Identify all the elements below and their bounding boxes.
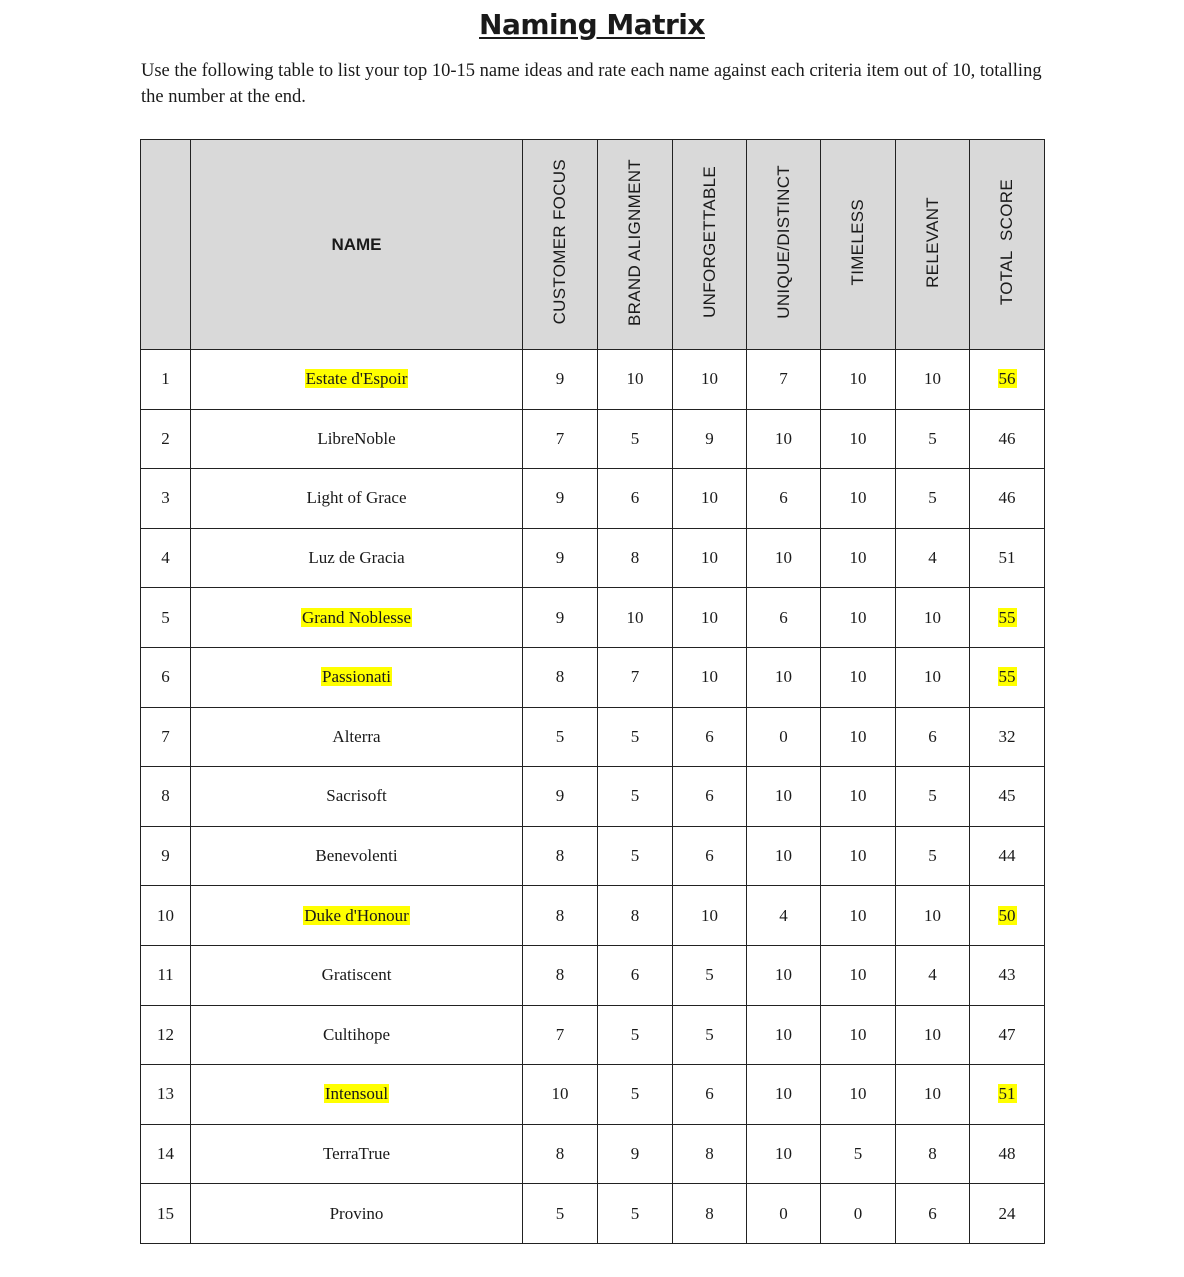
- score-customer-focus: 8: [523, 1124, 598, 1184]
- score-relevant: 5: [896, 469, 970, 529]
- score-unforgettable: 6: [673, 1065, 747, 1125]
- header-brand-alignment: [598, 140, 673, 350]
- score-timeless: 10: [821, 469, 896, 529]
- score-unforgettable: 6: [673, 826, 747, 886]
- score-relevant: 4: [896, 945, 970, 1005]
- name-cell: [191, 826, 523, 886]
- header-name: NAME: [191, 140, 523, 350]
- table-row: [141, 647, 1045, 707]
- total-score-cell: [970, 647, 1045, 707]
- total-score-cell: [970, 409, 1045, 469]
- score-unforgettable: 6: [673, 767, 747, 827]
- total-score-value: 55: [998, 607, 1016, 627]
- score-unforgettable: 10: [673, 886, 747, 946]
- header-unique-distinct-label: UNIQUE/DISTINCT: [773, 165, 793, 319]
- total-score-cell: [970, 528, 1045, 588]
- header-total-score: [970, 140, 1045, 350]
- score-brand-alignment: 5: [598, 1184, 673, 1244]
- score-customer-focus: 9: [523, 767, 598, 827]
- header-customer-focus: [523, 140, 598, 350]
- header-total-score-label: TOTAL SCORE: [997, 178, 1016, 306]
- score-unique-distinct: 10: [747, 1065, 821, 1125]
- table-row: [141, 1124, 1045, 1184]
- score-relevant: 10: [896, 1005, 970, 1065]
- score-timeless: 10: [821, 350, 896, 410]
- score-brand-alignment: 5: [598, 826, 673, 886]
- table-row: [141, 826, 1045, 886]
- name-text: Light of Grace: [306, 488, 407, 508]
- row-number: 7: [141, 707, 191, 767]
- score-unforgettable: 6: [673, 707, 747, 767]
- score-brand-alignment: 5: [598, 409, 673, 469]
- page-title: Naming Matrix: [479, 8, 705, 41]
- name-text: Cultihope: [322, 1024, 391, 1044]
- score-timeless: 10: [821, 707, 896, 767]
- name-cell: [191, 1065, 523, 1125]
- total-score-value: 51: [998, 1084, 1016, 1104]
- name-text: Passionati: [322, 667, 391, 687]
- name-cell: [191, 588, 523, 648]
- header-unforgettable: [673, 140, 747, 350]
- total-score-value: 44: [998, 846, 1016, 866]
- header-number: [141, 140, 191, 350]
- name-text: Sacrisoft: [326, 786, 387, 806]
- score-unforgettable: 10: [673, 469, 747, 529]
- total-score-cell: [970, 826, 1045, 886]
- score-brand-alignment: 7: [598, 647, 673, 707]
- score-timeless: 10: [821, 1065, 896, 1125]
- score-unforgettable: 10: [673, 528, 747, 588]
- total-score-value: 24: [998, 1203, 1016, 1223]
- score-customer-focus: 8: [523, 886, 598, 946]
- score-brand-alignment: 5: [598, 1005, 673, 1065]
- score-brand-alignment: 10: [598, 350, 673, 410]
- score-unique-distinct: 10: [747, 1005, 821, 1065]
- naming-matrix-table: [140, 139, 1045, 1244]
- score-relevant: 8: [896, 1124, 970, 1184]
- total-score-cell: [970, 469, 1045, 529]
- row-number: 15: [141, 1184, 191, 1244]
- score-unforgettable: 8: [673, 1124, 747, 1184]
- score-relevant: 6: [896, 1184, 970, 1244]
- row-number: 13: [141, 1065, 191, 1125]
- instructions-paragraph: Use the following table to list your top 10-15 name ideas and rate each name against each criteria item out of 10, totalling the number at the end.: [141, 61, 1042, 107]
- row-number: 9: [141, 826, 191, 886]
- score-customer-focus: 5: [523, 707, 598, 767]
- score-unique-distinct: 4: [747, 886, 821, 946]
- score-unique-distinct: 10: [747, 1124, 821, 1184]
- table-row: [141, 1065, 1045, 1125]
- score-unforgettable: 10: [673, 588, 747, 648]
- name-cell: [191, 350, 523, 410]
- name-cell: [191, 1184, 523, 1244]
- score-unique-distinct: 10: [747, 528, 821, 588]
- total-score-value: 51: [998, 548, 1016, 568]
- score-customer-focus: 8: [523, 945, 598, 1005]
- score-relevant: 10: [896, 1065, 970, 1125]
- header-unique-distinct: [747, 140, 821, 350]
- score-timeless: 10: [821, 528, 896, 588]
- score-customer-focus: 7: [523, 1005, 598, 1065]
- header-brand-alignment-label: BRAND ALIGNMENT: [625, 158, 644, 326]
- score-brand-alignment: 8: [598, 528, 673, 588]
- score-unforgettable: 10: [673, 647, 747, 707]
- name-text: LibreNoble: [317, 428, 396, 448]
- row-number: 14: [141, 1124, 191, 1184]
- row-number: 5: [141, 588, 191, 648]
- header-row: [141, 140, 1045, 350]
- score-timeless: 0: [821, 1184, 896, 1244]
- table-row: [141, 350, 1045, 410]
- total-score-cell: [970, 945, 1045, 1005]
- name-text: Intensoul: [324, 1084, 389, 1104]
- total-score-cell: [970, 707, 1045, 767]
- name-text: Alterra: [332, 726, 381, 746]
- score-unique-distinct: 10: [747, 409, 821, 469]
- total-score-value: 47: [998, 1024, 1016, 1044]
- score-timeless: 10: [821, 1005, 896, 1065]
- score-relevant: 10: [896, 350, 970, 410]
- score-unique-distinct: 0: [747, 1184, 821, 1244]
- total-score-value: 45: [998, 786, 1016, 806]
- score-relevant: 10: [896, 647, 970, 707]
- name-text: Gratiscent: [321, 965, 392, 985]
- score-relevant: 6: [896, 707, 970, 767]
- total-score-value: 46: [998, 488, 1016, 508]
- name-text: Luz de Gracia: [308, 548, 405, 568]
- score-relevant: 10: [896, 886, 970, 946]
- row-number: 1: [141, 350, 191, 410]
- row-number: 8: [141, 767, 191, 827]
- score-customer-focus: 9: [523, 528, 598, 588]
- total-score-value: 56: [998, 369, 1016, 389]
- row-number: 2: [141, 409, 191, 469]
- score-relevant: 10: [896, 588, 970, 648]
- score-brand-alignment: 9: [598, 1124, 673, 1184]
- row-number: 4: [141, 528, 191, 588]
- score-unforgettable: 10: [673, 350, 747, 410]
- score-timeless: 10: [821, 409, 896, 469]
- table-row: [141, 528, 1045, 588]
- total-score-cell: [970, 767, 1045, 827]
- score-brand-alignment: 5: [598, 1065, 673, 1125]
- score-customer-focus: 7: [523, 409, 598, 469]
- table-row: [141, 588, 1045, 648]
- total-score-cell: [970, 588, 1045, 648]
- name-cell: [191, 528, 523, 588]
- score-brand-alignment: 6: [598, 945, 673, 1005]
- table-body: [141, 350, 1045, 1244]
- score-customer-focus: 5: [523, 1184, 598, 1244]
- header-customer-focus-label: CUSTOMER FOCUS: [550, 159, 569, 325]
- total-score-cell: [970, 350, 1045, 410]
- score-timeless: 10: [821, 588, 896, 648]
- name-cell: [191, 886, 523, 946]
- score-customer-focus: 9: [523, 469, 598, 529]
- table-row: [141, 767, 1045, 827]
- table-row: [141, 886, 1045, 946]
- score-unique-distinct: 10: [747, 945, 821, 1005]
- total-score-value: 48: [998, 1144, 1016, 1164]
- score-relevant: 5: [896, 767, 970, 827]
- name-cell: [191, 1124, 523, 1184]
- score-unique-distinct: 0: [747, 707, 821, 767]
- score-relevant: 5: [896, 826, 970, 886]
- score-unique-distinct: 10: [747, 826, 821, 886]
- score-brand-alignment: 5: [598, 707, 673, 767]
- total-score-value: 46: [998, 428, 1016, 448]
- name-text: Benevolenti: [315, 846, 398, 866]
- score-customer-focus: 9: [523, 350, 598, 410]
- score-brand-alignment: 5: [598, 767, 673, 827]
- header-relevant-label: RELEVANT: [922, 196, 942, 288]
- header-timeless: [821, 140, 896, 350]
- score-unforgettable: 5: [673, 945, 747, 1005]
- score-brand-alignment: 8: [598, 886, 673, 946]
- name-cell: [191, 945, 523, 1005]
- total-score-value: 43: [998, 965, 1016, 985]
- score-unique-distinct: 10: [747, 767, 821, 827]
- total-score-cell: [970, 1005, 1045, 1065]
- name-cell: [191, 647, 523, 707]
- score-unique-distinct: 6: [747, 469, 821, 529]
- total-score-value: 50: [998, 905, 1016, 925]
- table-row: [141, 409, 1045, 469]
- score-customer-focus: 8: [523, 826, 598, 886]
- score-relevant: 4: [896, 528, 970, 588]
- name-cell: [191, 469, 523, 529]
- name-text: TerraTrue: [322, 1144, 391, 1164]
- score-customer-focus: 10: [523, 1065, 598, 1125]
- name-cell: [191, 1005, 523, 1065]
- table-row: [141, 1184, 1045, 1244]
- table-row: [141, 945, 1045, 1005]
- score-timeless: 10: [821, 826, 896, 886]
- score-timeless: 5: [821, 1124, 896, 1184]
- score-unforgettable: 8: [673, 1184, 747, 1244]
- name-text: Duke d'Honour: [304, 905, 409, 925]
- header-timeless-label: TIMELESS: [848, 198, 867, 286]
- score-timeless: 10: [821, 945, 896, 1005]
- score-brand-alignment: 10: [598, 588, 673, 648]
- score-timeless: 10: [821, 886, 896, 946]
- name-text: Grand Noblesse: [301, 607, 412, 627]
- total-score-cell: [970, 1184, 1045, 1244]
- header-unforgettable-label: UNFORGETTABLE: [699, 166, 719, 318]
- score-relevant: 5: [896, 409, 970, 469]
- total-score-value: 32: [998, 726, 1016, 746]
- row-number: 12: [141, 1005, 191, 1065]
- row-number: 11: [141, 945, 191, 1005]
- score-unique-distinct: 6: [747, 588, 821, 648]
- name-cell: [191, 409, 523, 469]
- table-row: [141, 1005, 1045, 1065]
- total-score-cell: [970, 1065, 1045, 1125]
- total-score-value: 55: [998, 667, 1016, 687]
- name-text: Estate d'Espoir: [305, 369, 408, 389]
- row-number: 6: [141, 647, 191, 707]
- total-score-cell: [970, 1124, 1045, 1184]
- name-text: Provino: [329, 1203, 384, 1223]
- header-relevant: [896, 140, 970, 350]
- score-unique-distinct: 10: [747, 647, 821, 707]
- score-unique-distinct: 7: [747, 350, 821, 410]
- score-customer-focus: 9: [523, 588, 598, 648]
- row-number: 10: [141, 886, 191, 946]
- score-unforgettable: 9: [673, 409, 747, 469]
- score-brand-alignment: 6: [598, 469, 673, 529]
- name-cell: [191, 707, 523, 767]
- table-row: [141, 707, 1045, 767]
- score-timeless: 10: [821, 647, 896, 707]
- table-row: [141, 469, 1045, 529]
- total-score-cell: [970, 886, 1045, 946]
- row-number: 3: [141, 469, 191, 529]
- score-unforgettable: 5: [673, 1005, 747, 1065]
- name-cell: [191, 767, 523, 827]
- score-timeless: 10: [821, 767, 896, 827]
- score-customer-focus: 8: [523, 647, 598, 707]
